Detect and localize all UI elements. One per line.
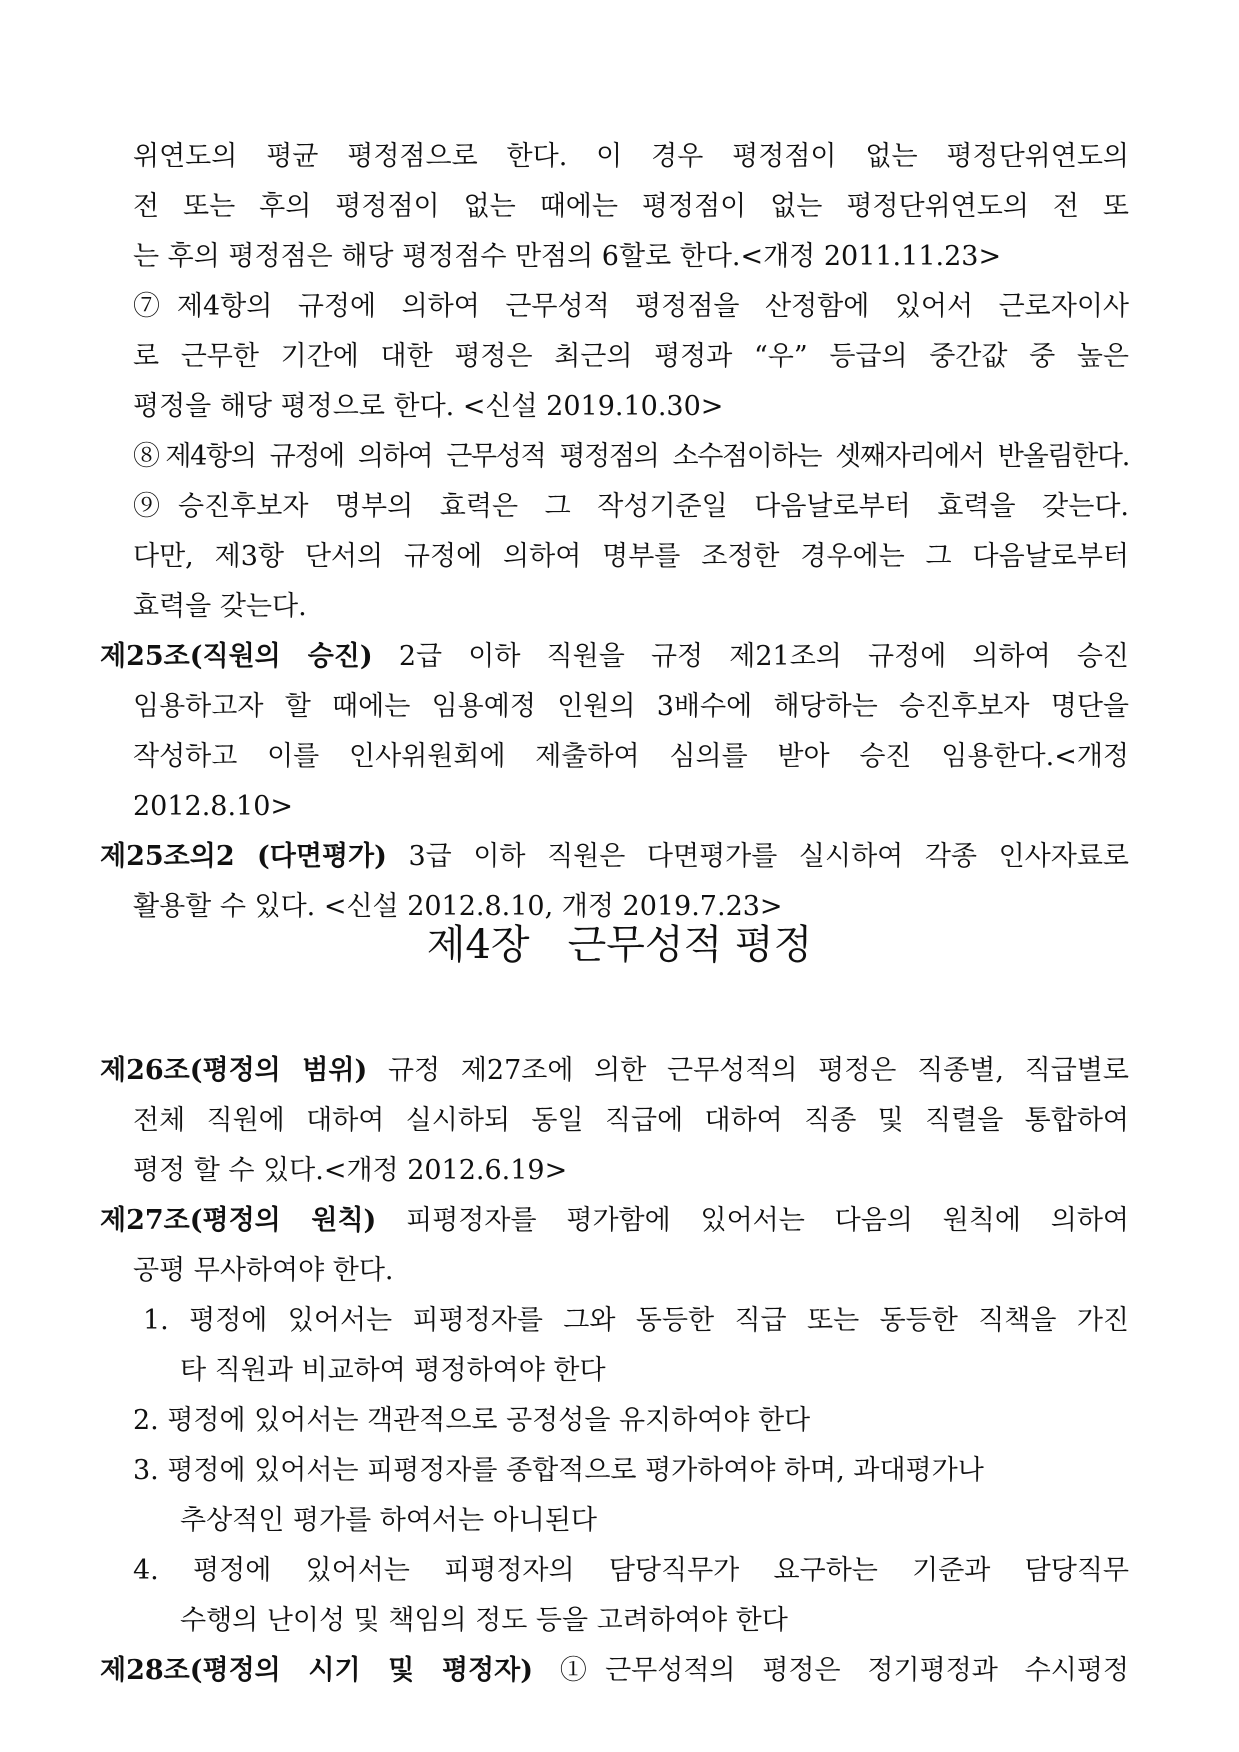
article-heading: 제28조(평정의 시기 및 평정자) xyxy=(100,1655,533,1686)
list-item: 1. 평정에 있어서는 피평정자를 그와 동등한 직급 또는 동등한 직책을 가진 xyxy=(143,1305,1129,1336)
text-line: 평정을 해당 평정으로 한다. <신설 2019.10.30> xyxy=(133,391,724,422)
article-text: 피평정자를 평가함에 있어서는 다음의 원칙에 의하여 xyxy=(406,1205,1129,1236)
list-item: 4. 평정에 있어서는 피평정자의 담당직무가 요구하는 기준과 담당직무 xyxy=(133,1555,1129,1586)
text-line: 전 또는 후의 평정점이 없는 때에는 평정점이 없는 평정단위연도의 전 또 xyxy=(133,191,1129,222)
list-item-continuation: 추상적인 평가를 하여서는 아니된다 xyxy=(180,1505,597,1536)
article-28 xyxy=(100,1650,1129,1692)
article-heading: 제27조(평정의 원칙) xyxy=(100,1205,377,1236)
chapter-title: 제4장 근무성적 평정 xyxy=(426,922,813,968)
article-heading: 제25조(직원의 승진) xyxy=(100,641,373,672)
list-item-continuation: 타 직원과 비교하여 평정하여야 한다 xyxy=(180,1355,606,1386)
article-text: 2급 이하 직원을 규정 제21조의 규정에 의하여 승진 xyxy=(398,641,1129,672)
article-text: 규정 제27조에 의한 근무성적의 평정은 직종별, 직급별로 xyxy=(387,1055,1129,1086)
article-25 xyxy=(100,636,1129,678)
text-line: 공평 무사하여야 한다. xyxy=(133,1255,394,1286)
text-line: 작성하고 이를 인사위원회에 제출하여 심의를 받아 승진 임용한다.<개정 xyxy=(133,741,1129,772)
article-27 xyxy=(100,1200,1129,1242)
text-line: 로 근무한 기간에 대한 평정은 최근의 평정과 “우” 등급의 중간값 중 높은 xyxy=(133,341,1129,372)
article-text: 3급 이하 직원은 다면평가를 실시하여 각종 인사자료로 xyxy=(408,841,1129,872)
article-heading: 제25조의2 (다면평가) xyxy=(100,841,387,872)
text-line: 임용하고자 할 때에는 임용예정 인원의 3배수에 해당하는 승진후보자 명단을 xyxy=(133,691,1129,722)
list-item-continuation: 수행의 난이성 및 책임의 정도 등을 고려하여야 한다 xyxy=(180,1605,788,1636)
article-26 xyxy=(100,1050,1129,1092)
text-line: 는 후의 평정점은 해당 평정점수 만점의 6할로 한다.<개정 2011.11.23> xyxy=(133,241,1002,272)
text-line: 다만, 제3항 단서의 규정에 의하여 명부를 조정한 경우에는 그 다음날로부터 xyxy=(133,541,1129,572)
article-text: ①근무성적의 평정은 정기평정과 수시평정 xyxy=(559,1655,1129,1686)
text-line: 활용할 수 있다. <신설 2012.8.10, 개정 2019.7.23> xyxy=(133,891,783,922)
text-line: 효력을 갖는다. xyxy=(133,591,307,622)
clause-7: ⑦제4항의 규정에 의하여 근무성적 평정점을 산정함에 있어서 근로자이사 xyxy=(133,291,1129,322)
text-line: 전체 직원에 대하여 실시하되 동일 직급에 대하여 직종 및 직렬을 통합하여 xyxy=(133,1105,1129,1136)
text-line: 평정 할 수 있다.<개정 2012.6.19> xyxy=(133,1155,568,1186)
list-item: 2. 평정에 있어서는 객관적으로 공정성을 유지하여야 한다 xyxy=(133,1405,811,1436)
list-item: 3. 평정에 있어서는 피평정자를 종합적으로 평가하여야 하며, 과대평가나 xyxy=(133,1455,984,1486)
text-line: 2012.8.10> xyxy=(133,791,294,822)
article-25-2 xyxy=(100,836,1129,878)
clause-8: ⑧제4항의 규정에 의하여 근무성적 평정점의 소수점이하는 셋째자리에서 반올림한다. xyxy=(133,441,1129,472)
article-heading: 제26조(평정의 범위) xyxy=(100,1055,368,1086)
clause-9: ⑨승진후보자 명부의 효력은 그 작성기준일 다음날로부터 효력을 갖는다. xyxy=(133,491,1129,522)
text-line: 위연도의 평균 평정점으로 한다. 이 경우 평정점이 없는 평정단위연도의 xyxy=(133,141,1129,172)
